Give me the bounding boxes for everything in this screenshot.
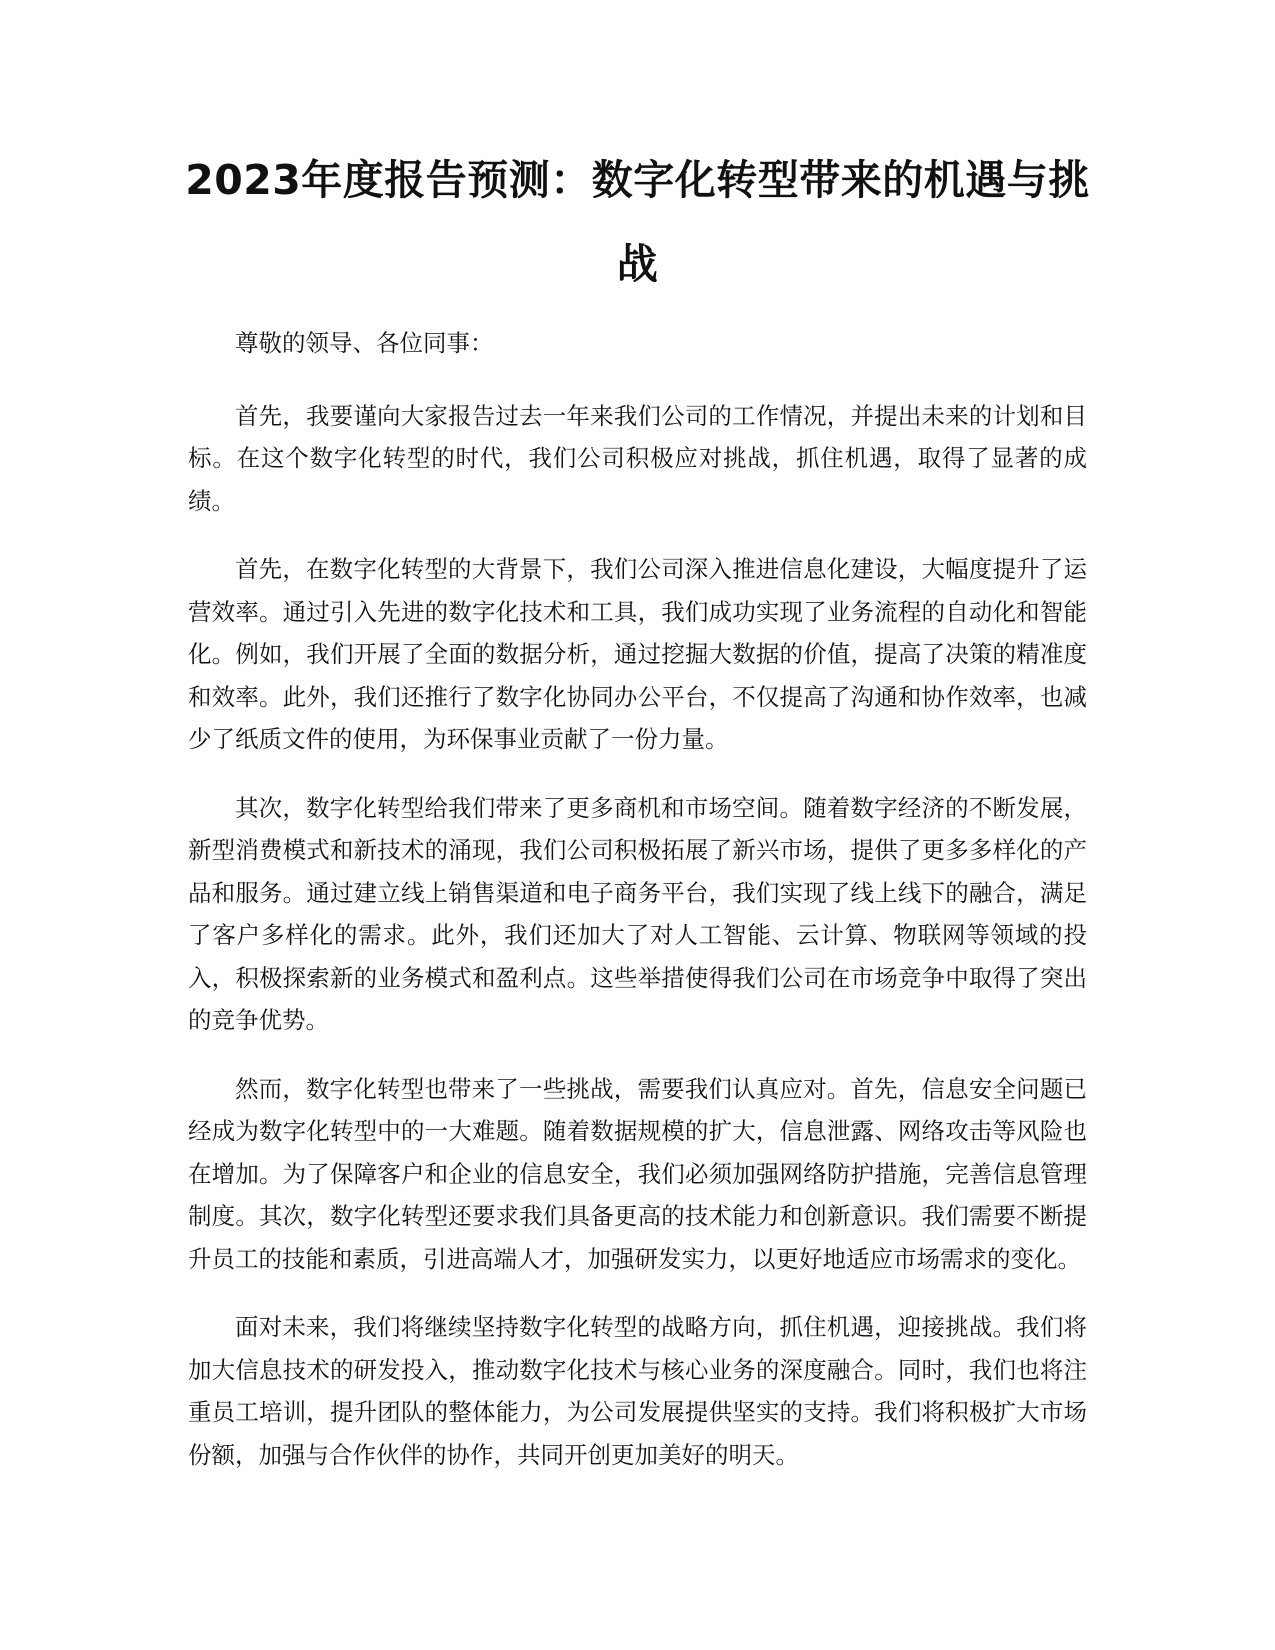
paragraph-3: 其次，数字化转型给我们带来了更多商机和市场空间。随着数字经济的不断发展，新型消费模式和新技术的涌现，我们公司积极拓展了新兴市场，提供了更多多样化的产品和服务。通过建立线上销售渠道和电子商务平台，我们实现了线上线下的融合，满足了客户多样化的需求。此外，我们还加大了对人工智能、云计算、物联网等领域的投入，积极探索新的业务模式和盈利点。这些举措使得我们公司在市场竞争中取得了突出的竞争优势。 (188, 793, 1087, 1034)
document-title: 2023年度报告预测：数字化转型带来的机遇与挑战 (185, 156, 1090, 288)
salutation: 尊敬的领导、各位同事： (235, 329, 494, 357)
paragraph-4: 然而，数字化转型也带来了一些挑战，需要我们认真应对。首先，信息安全问题已经成为数字化转型中的一大难题。随着数据规模的扩大，信息泄露、网络攻击等风险也在增加。为了保障客户和企业的信息安全，我们必须加强网络防护措施，完善信息管理制度。其次，数字化转型还要求我们具备更高的技术能力和创新意识。我们需要不断提升员工的技能和素质，引进高端人才，加强研发实力，以更好地适应市场需求的变化。 (188, 1074, 1087, 1273)
paragraph-1: 首先，我要谨向大家报告过去一年来我们公司的工作情况，并提出未来的计划和目标。在这个数字化转型的时代，我们公司积极应对挑战，抓住机遇，取得了显著的成绩。 (188, 401, 1087, 515)
paragraph-2: 首先，在数字化转型的大背景下，我们公司深入推进信息化建设，大幅度提升了运营效率。通过引入先进的数字化技术和工具，我们成功实现了业务流程的自动化和智能化。例如，我们开展了全面的数据分析，通过挖掘大数据的价值，提高了决策的精准度和效率。此外，我们还推行了数字化协同办公平台，不仅提高了沟通和协作效率，也减少了纸质文件的使用，为环保事业贡献了一份力量。 (188, 555, 1087, 753)
paragraph-5: 面对未来，我们将继续坚持数字化转型的战略方向，抓住机遇，迎接挑战。我们将加大信息技术的研发投入，推动数字化技术与核心业务的深度融合。同时，我们也将注重员工培训，提升团队的整体能力，为公司发展提供坚实的支持。我们将积极扩大市场份额，加强与合作伙伴的协作，共同开创更加美好的明天。 (188, 1313, 1087, 1469)
document-body (188, 322, 1087, 1502)
